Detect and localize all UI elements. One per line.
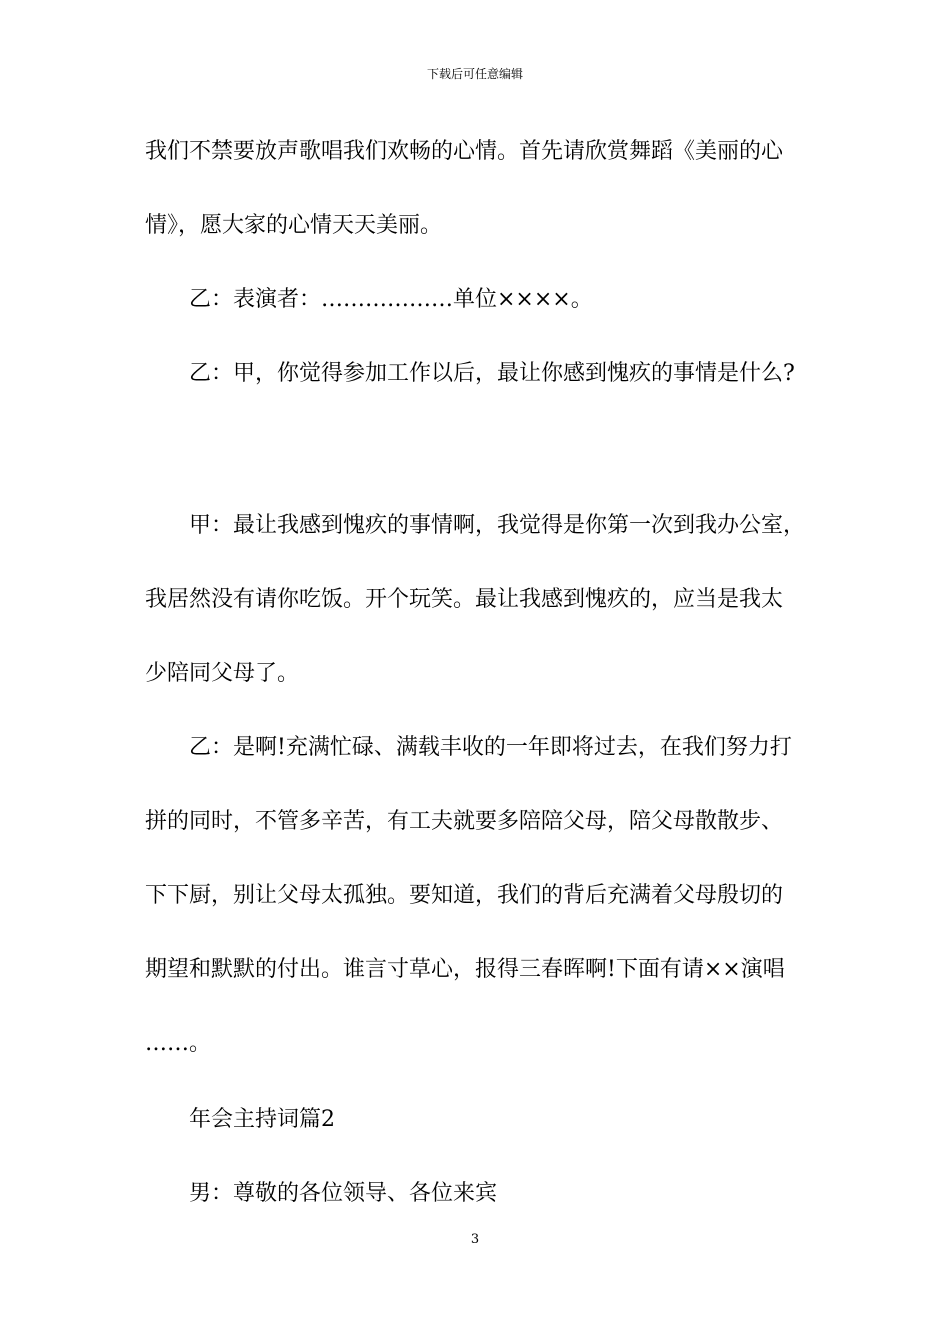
text-line: 少陪同父母了。 <box>145 661 300 686</box>
text-line: 我居然没有请你吃饭。开个玩笑。最让我感到愧疚的，应当是我太 <box>145 587 784 612</box>
text-line: 我们不禁要放声歌唱我们欢畅的心情。首先请欣赏舞蹈《美丽的心 <box>145 139 784 164</box>
text-line: ……。 <box>145 1031 212 1056</box>
text-line: 期望和默默的付出。谁言寸草心，报得三春晖啊!下面有请××演唱 <box>145 957 785 982</box>
text-line: 拼的同时，不管多辛苦，有工夫就要多陪陪父母，陪父母散散步、 <box>145 809 784 834</box>
section-heading: 年会主持词篇2 <box>189 1107 335 1132</box>
page-header: 下载后可任意编辑 <box>426 67 523 81</box>
text-line: 甲：最让我感到愧疚的事情啊，我觉得是你第一次到我办公室， <box>189 513 806 538</box>
text-line: 下下厨，别让父母太孤独。要知道，我们的背后充满着父母殷切的 <box>145 883 784 908</box>
text-line: 乙：甲，你觉得参加工作以后，最让你感到愧疚的事情是什么? <box>189 361 795 386</box>
text-line: 乙：是啊!充满忙碌、满载丰收的一年即将过去，在我们努力打 <box>189 735 792 760</box>
text-line: 情》，愿大家的心情天天美丽。 <box>145 213 443 238</box>
text-line: 乙：表演者：………………单位××××。 <box>189 287 593 312</box>
text-line: 男：尊敬的各位领导、各位来宾 <box>189 1181 498 1206</box>
page-number: 3 <box>470 1232 480 1247</box>
